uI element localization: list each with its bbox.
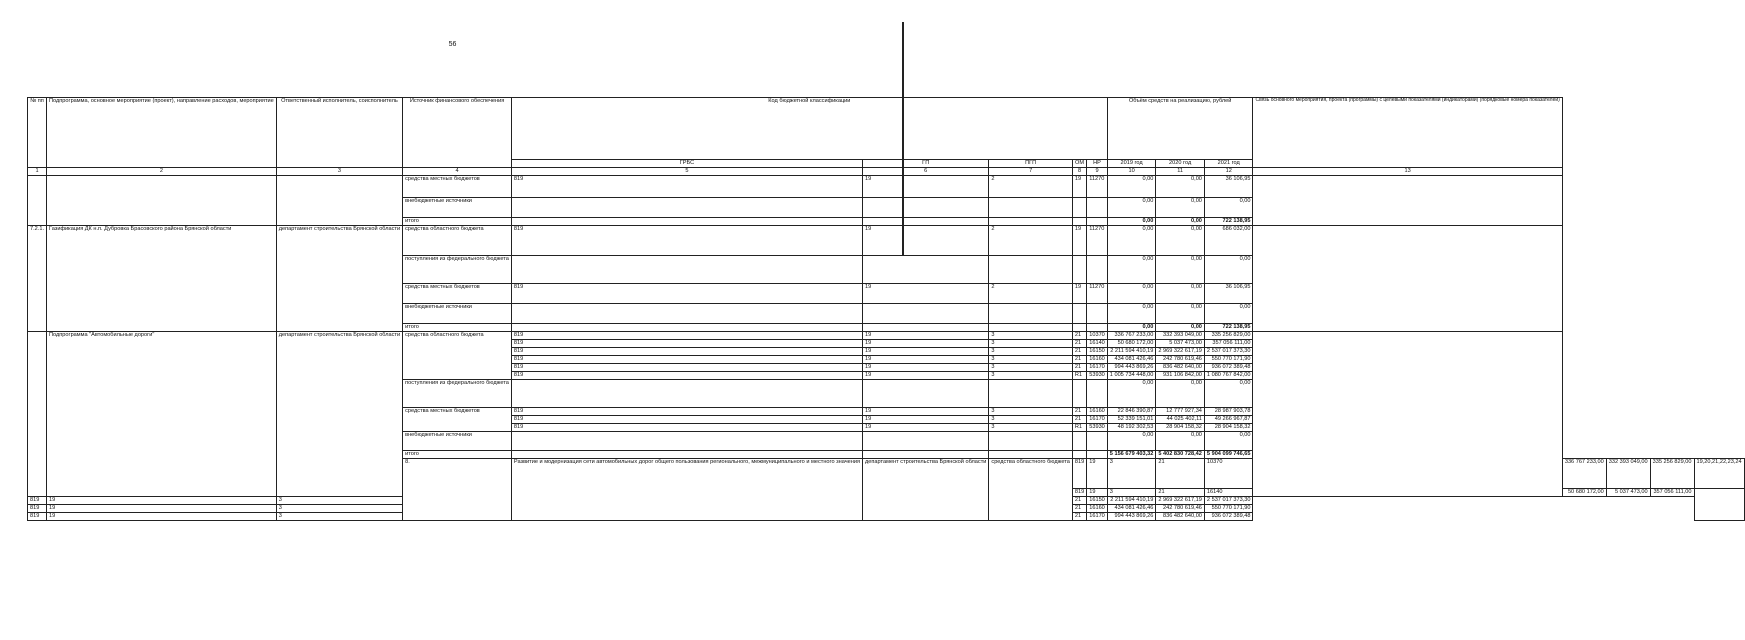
- amount-2021: 1 080 767 842,00: [1204, 372, 1253, 380]
- amount-2020: 242 780 619,46: [1156, 505, 1205, 513]
- column-numbers-row: [28, 168, 1745, 176]
- table-row: [28, 226, 1745, 256]
- grbs-cell: 819: [511, 176, 862, 198]
- amount-2020: 332 393 049,00: [1606, 459, 1650, 489]
- header-grbs: ГРБС: [511, 160, 862, 168]
- om-cell: 21: [1072, 408, 1086, 416]
- amount-2019: 2 211 594 410,19: [1107, 348, 1156, 356]
- gp-cell: 19: [863, 372, 989, 380]
- executor-cell: департамент строительства Брянской области: [276, 226, 402, 332]
- gp-cell: 19: [863, 408, 989, 416]
- amount-2020: 0,00: [1156, 432, 1205, 451]
- amount-2019: 22 846 390,87: [1107, 408, 1156, 416]
- header-volume: Объём средств на реализацию, рублей: [1107, 98, 1253, 160]
- header-link: Связь основного мероприятия, проекта (программы) с целевыми показателями (индикаторами) (порядковые номера показателей): [1253, 98, 1562, 168]
- amount-2020: 5 037 473,00: [1156, 340, 1205, 348]
- col-num: 6: [863, 168, 989, 176]
- nr-cell: 53930: [1087, 372, 1108, 380]
- table-row: [28, 332, 1745, 340]
- amount-2021: 550 770 171,90: [1204, 356, 1253, 364]
- gp-cell: 19: [1087, 489, 1108, 497]
- pgp-cell: 3: [989, 424, 1073, 432]
- amount-2019: 2 211 594 410,19: [1107, 497, 1156, 505]
- amount-2020: 0,00: [1156, 284, 1205, 304]
- amount-2019: 0,00: [1107, 304, 1156, 324]
- amount-2019: 48 192 302,53: [1107, 424, 1156, 432]
- grbs-cell: 819: [1072, 459, 1086, 489]
- amount-2019: 0,00: [1107, 380, 1156, 408]
- pgp-cell: 3: [989, 332, 1073, 340]
- header-source: Источник финансового обеспечения: [403, 98, 512, 168]
- amount-2021: 28 987 903,78: [1204, 408, 1253, 416]
- header-pgp: ПГП: [989, 160, 1073, 168]
- nr-cell: 16160: [1087, 408, 1108, 416]
- amount-2019: 336 767 233,00: [1562, 459, 1606, 489]
- pgp-cell: 3: [276, 497, 402, 505]
- header-budget-code: Код бюджетной классификации: [511, 98, 1107, 160]
- gp-cell: 19: [863, 340, 989, 348]
- col-num: 12: [1204, 168, 1253, 176]
- pgp-cell: 3: [1107, 459, 1156, 489]
- pgp-cell: 2: [989, 226, 1073, 256]
- header-num: № пп: [28, 98, 47, 168]
- total-2021: 722 138,95: [1222, 324, 1251, 330]
- source-cell: средства областного бюджета: [989, 459, 1073, 521]
- nr-cell: 16160: [1087, 505, 1108, 513]
- pgp-cell: 2: [989, 176, 1073, 198]
- total-2020: 0,00: [1191, 324, 1202, 330]
- amount-2020: 0,00: [1156, 256, 1205, 284]
- amount-2020: 44 025 402,11: [1156, 416, 1205, 424]
- source-cell: итого: [403, 451, 512, 459]
- amount-2019: 50 680 172,00: [1107, 340, 1156, 348]
- col-num: 13: [1253, 168, 1562, 176]
- gp-cell: 19: [47, 513, 277, 521]
- amount-2020: 28 904 158,32: [1156, 424, 1205, 432]
- subprogram-name: Подпрограмма "Автомобильные дороги": [47, 332, 277, 497]
- col-num: 1: [28, 168, 47, 176]
- gp-cell: 19: [863, 364, 989, 372]
- source-cell: поступления из федерального бюджета: [403, 256, 512, 284]
- gp-cell: 19: [863, 332, 989, 340]
- header-subprogram: Подпрограмма, основное мероприятие (проект), направление расходов, мероприятие: [47, 98, 277, 168]
- amount-2021: 36 106,95: [1204, 176, 1253, 198]
- nr-cell: 10370: [1087, 332, 1108, 340]
- amount-2020: 5 037 473,00: [1606, 489, 1650, 497]
- om-cell: 21: [1072, 332, 1086, 340]
- row-number: 7.2.1.: [28, 226, 47, 332]
- grbs-cell: 819: [511, 364, 862, 372]
- amount-2020: 332 393 049,00: [1156, 332, 1205, 340]
- gp-cell: 19: [863, 176, 989, 198]
- grbs-cell: 819: [511, 348, 862, 356]
- source-cell: внебюджетные источники: [403, 198, 512, 218]
- amount-2021: 0,00: [1204, 256, 1253, 284]
- om-cell: 21: [1072, 416, 1086, 424]
- nr-cell: 11270: [1087, 176, 1108, 198]
- om-cell: 21: [1072, 348, 1086, 356]
- amount-2020: 0,00: [1156, 198, 1205, 218]
- grbs-cell: 819: [511, 340, 862, 348]
- om-cell: R1: [1072, 372, 1086, 380]
- om-cell: 21: [1156, 459, 1205, 489]
- table-row: [28, 176, 1745, 198]
- gp-cell: 19: [47, 497, 277, 505]
- total-2021: 5 904 099 746,65: [1206, 451, 1251, 457]
- amount-2019: 0,00: [1107, 284, 1156, 304]
- total-2019: 0,00: [1142, 324, 1154, 330]
- amount-2021: 936 072 389,48: [1204, 364, 1253, 372]
- col-num: 8: [1072, 168, 1086, 176]
- amount-2021: 686 032,00: [1204, 226, 1253, 256]
- total-2021: 722 138,95: [1222, 218, 1251, 224]
- gp-cell: 19: [863, 424, 989, 432]
- pgp-cell: 2: [989, 284, 1073, 304]
- nr-cell: 10370: [1204, 459, 1253, 489]
- source-cell: средства местных бюджетов: [403, 408, 512, 432]
- pgp-cell: 3: [276, 505, 402, 513]
- om-cell: 21: [1072, 340, 1086, 348]
- col-num: 3: [276, 168, 402, 176]
- amount-2020: 836 482 640,00: [1156, 513, 1205, 521]
- om-cell: 21: [1072, 505, 1086, 513]
- col-num: 4: [403, 168, 512, 176]
- gp-cell: 19: [863, 226, 989, 256]
- om-cell: 21: [1156, 489, 1205, 497]
- nr-cell: 16170: [1087, 513, 1108, 521]
- amount-2019: 0,00: [1107, 198, 1156, 218]
- activity-name: Развитие и модернизация сети автомобильных дорог общего пользования регионального, межмуниципального и местного значения: [511, 459, 862, 521]
- amount-2020: 0,00: [1156, 226, 1205, 256]
- nr-cell: 11270: [1087, 226, 1108, 256]
- gp-cell: 19: [863, 284, 989, 304]
- header-om: ОМ: [1072, 160, 1086, 168]
- amount-2020: 0,00: [1156, 176, 1205, 198]
- amount-2019: 1 005 734 448,00: [1107, 372, 1156, 380]
- source-cell: итого: [403, 324, 512, 332]
- nr-cell: 16150: [1087, 348, 1108, 356]
- col-num: 11: [1156, 168, 1205, 176]
- amount-2021: 0,00: [1204, 304, 1253, 324]
- amount-2021: 550 770 171,90: [1204, 505, 1253, 513]
- header-gp: ГП: [863, 160, 989, 168]
- amount-2020: 242 780 619,46: [1156, 356, 1205, 364]
- amount-2019: 994 443 869,26: [1107, 364, 1156, 372]
- grbs-cell: 819: [28, 513, 47, 521]
- nr-cell: 53930: [1087, 424, 1108, 432]
- header-nr: НР: [1087, 160, 1108, 168]
- pgp-cell: 3: [989, 356, 1073, 364]
- amount-2019: 0,00: [1107, 432, 1156, 451]
- header-2021: 2021 год: [1204, 160, 1253, 168]
- nr-cell: 16140: [1204, 489, 1253, 497]
- nr-cell: 16170: [1087, 416, 1108, 424]
- nr-cell: 16150: [1087, 497, 1108, 505]
- grbs-cell: 819: [511, 372, 862, 380]
- om-cell: 21: [1072, 364, 1086, 372]
- amount-2019: 0,00: [1107, 256, 1156, 284]
- amount-2019: 994 443 869,26: [1107, 513, 1156, 521]
- gp-cell: 19: [47, 505, 277, 513]
- header-2019: 2019 год: [1107, 160, 1156, 168]
- om-cell: 21: [1072, 497, 1086, 505]
- header-2020: 2020 год: [1156, 160, 1205, 168]
- source-cell: поступления из федерального бюджета: [403, 380, 512, 408]
- om-cell: 21: [1072, 513, 1086, 521]
- grbs-cell: 819: [511, 416, 862, 424]
- executor-cell: департамент строительства Брянской области: [863, 459, 989, 521]
- total-2019: 5 156 679 403,32: [1109, 451, 1154, 457]
- total-2020: 5 402 830 728,42: [1158, 451, 1202, 457]
- amount-2020: 12 777 927,34: [1156, 408, 1205, 416]
- source-cell: средства областного бюджета: [403, 226, 512, 256]
- om-cell: 21: [1072, 356, 1086, 364]
- amount-2021: 0,00: [1204, 432, 1253, 451]
- source-cell: средства местных бюджетов: [403, 176, 512, 198]
- om-cell: R1: [1072, 424, 1086, 432]
- amount-2019: 434 081 426,46: [1107, 505, 1156, 513]
- amount-2020: 0,00: [1156, 380, 1205, 408]
- row-number: 8.: [403, 459, 512, 521]
- amount-2021: 0,00: [1204, 380, 1253, 408]
- nr-cell: 16160: [1087, 356, 1108, 364]
- amount-2021: 28 904 158,32: [1204, 424, 1253, 432]
- source-cell: средства областного бюджета: [403, 332, 512, 380]
- budget-table: [27, 97, 1745, 521]
- grbs-cell: 819: [511, 408, 862, 416]
- source-cell: внебюджетные источники: [403, 432, 512, 451]
- om-cell: 19: [1072, 176, 1086, 198]
- gp-cell: 19: [863, 356, 989, 364]
- total-2020: 0,00: [1191, 218, 1202, 224]
- amount-2021: 335 256 829,00: [1204, 332, 1253, 340]
- pgp-cell: 3: [989, 364, 1073, 372]
- amount-2021: 357 056 111,00: [1204, 340, 1253, 348]
- col-num: 10: [1107, 168, 1156, 176]
- grbs-cell: 819: [511, 284, 862, 304]
- nr-cell: 16140: [1087, 340, 1108, 348]
- amount-2019: 52 339 151,01: [1107, 416, 1156, 424]
- gp-cell: 19: [863, 348, 989, 356]
- grbs-cell: 819: [1072, 489, 1086, 497]
- page-number: 56: [448, 41, 457, 48]
- amount-2019: 434 081 426,46: [1107, 356, 1156, 364]
- indicator-link: 19,20,21,22,23,24: [1694, 459, 1744, 489]
- amount-2021: 335 256 829,00: [1650, 459, 1694, 489]
- activity-name: Газификация ДК н.п. Дубровка Брасовского района Брянской области: [47, 226, 277, 332]
- header-executor: Ответственный исполнитель, соисполнитель: [276, 98, 402, 168]
- amount-2019: 336 767 233,00: [1107, 332, 1156, 340]
- grbs-cell: 819: [511, 356, 862, 364]
- pgp-cell: 3: [989, 408, 1073, 416]
- amount-2021: 2 537 017 373,30: [1204, 497, 1253, 505]
- source-cell: средства местных бюджетов: [403, 284, 512, 304]
- executor-cell: департамент строительства Брянской области: [276, 332, 402, 497]
- gp-cell: 19: [863, 416, 989, 424]
- pgp-cell: 3: [989, 372, 1073, 380]
- grbs-cell: 819: [511, 332, 862, 340]
- amount-2021: 0,00: [1204, 198, 1253, 218]
- om-cell: 19: [1072, 226, 1086, 256]
- amount-2021: 49 266 967,87: [1204, 416, 1253, 424]
- col-num: 5: [511, 168, 862, 176]
- amount-2020: 931 106 842,00: [1156, 372, 1205, 380]
- source-cell: итого: [403, 218, 512, 226]
- amount-2020: 836 482 640,00: [1156, 364, 1205, 372]
- amount-2021: 36 106,95: [1204, 284, 1253, 304]
- grbs-cell: 819: [511, 226, 862, 256]
- amount-2021: 936 072 389,48: [1204, 513, 1253, 521]
- pgp-cell: 3: [989, 348, 1073, 356]
- col-num: 7: [989, 168, 1073, 176]
- amount-2019: 0,00: [1107, 226, 1156, 256]
- amount-2019: 0,00: [1107, 176, 1156, 198]
- col-num: 9: [1087, 168, 1108, 176]
- source-cell: внебюджетные источники: [403, 304, 512, 324]
- nr-cell: 16170: [1087, 364, 1108, 372]
- grbs-cell: 819: [511, 424, 862, 432]
- amount-2021: 2 537 017 373,30: [1204, 348, 1253, 356]
- total-2019: 0,00: [1142, 218, 1154, 224]
- col-num: 2: [47, 168, 277, 176]
- gp-cell: 19: [1087, 459, 1108, 489]
- pgp-cell: 3: [276, 513, 402, 521]
- amount-2020: 0,00: [1156, 304, 1205, 324]
- amount-2020: 2 969 322 617,19: [1156, 348, 1205, 356]
- amount-2021: 357 056 111,00: [1650, 489, 1694, 497]
- pgp-cell: 3: [989, 340, 1073, 348]
- pgp-cell: 3: [1107, 489, 1156, 497]
- om-cell: 19: [1072, 284, 1086, 304]
- amount-2019: 50 680 172,00: [1562, 489, 1606, 497]
- pgp-cell: 3: [989, 416, 1073, 424]
- nr-cell: 11270: [1087, 284, 1108, 304]
- amount-2020: 2 969 322 617,19: [1156, 497, 1205, 505]
- grbs-cell: 819: [28, 505, 47, 513]
- grbs-cell: 819: [28, 497, 47, 505]
